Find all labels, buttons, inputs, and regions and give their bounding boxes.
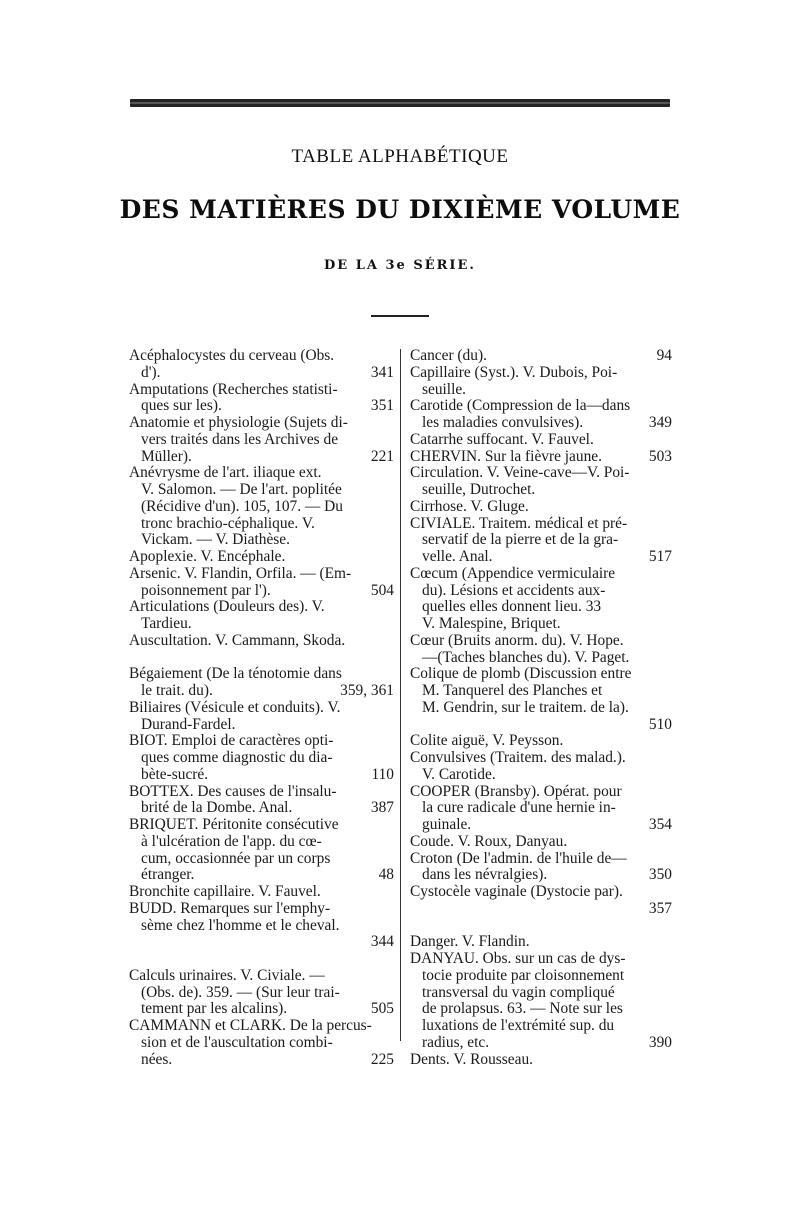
index-entry-text: Durand-Fardel. [141, 715, 236, 733]
index-line [129, 583, 394, 600]
top-rule [130, 99, 670, 107]
index-entry-text: Cœur (Bruits anorm. du). V. Hope. [410, 631, 624, 649]
index-entry-text: le trait. du). [141, 682, 213, 699]
page-number: 505 [370, 1000, 394, 1018]
index-line [410, 566, 672, 583]
index-entry-text: brité de la Dombe. Anal. [141, 799, 293, 817]
index-line [410, 532, 672, 549]
page-number: 359, 361 [340, 682, 394, 699]
index-entry-text: CHERVIN. Sur la fièvre jaune. [410, 447, 602, 465]
index-entry-text: Circulation. V. Veine-cave—V. Poi- [410, 464, 630, 482]
index-line [129, 985, 394, 1002]
index-line [129, 717, 394, 734]
index-entry-text: luxations de l'extrémité sup. du [422, 1017, 615, 1034]
index-line [410, 733, 672, 750]
index-entry-text: BRIQUET. Péritonite consécutive [129, 816, 339, 833]
index-line [410, 599, 672, 616]
index-entry-text: Catarrhe suffocant. V. Fauvel. [410, 430, 594, 448]
index-entry-text: DANYAU. Obs. sur un cas de dys- [410, 950, 626, 967]
page-number: 344 [370, 933, 394, 951]
index-entry-text: Dents. V. Rousseau. [410, 1050, 533, 1068]
index-line [410, 1001, 672, 1018]
index-entry-text: V. Carotide. [422, 765, 496, 783]
index-entry-text: cum, occasionnée par un corps [141, 849, 331, 867]
index-line [410, 583, 672, 600]
index-line [410, 867, 672, 884]
index-entry-text: Bronchite capillaire. V. Fauvel. [129, 883, 321, 900]
index-line [410, 767, 672, 784]
index-entry-text: sion et de l'auscultation combi- [141, 1033, 333, 1051]
right-index-column [410, 348, 672, 1068]
title-separator-rule [371, 315, 429, 317]
index-line [410, 951, 672, 968]
index-entry-text: transversal du vagin compliqué [422, 983, 615, 1001]
index-line [129, 851, 394, 868]
index-line [410, 365, 672, 382]
index-entry-text: Biliaires (Vésicule et conduits). V. [129, 698, 341, 716]
index-entry-text: Articulations (Douleurs des). V. [129, 598, 325, 616]
index-line [129, 951, 394, 968]
index-entry-text: Cirrhose. V. Gluge. [410, 497, 529, 515]
index-entry-text: seuille, Dutrochet. [422, 481, 536, 498]
index-line [129, 1018, 394, 1035]
page-number: 48 [378, 866, 394, 884]
page-number: 351 [370, 397, 394, 415]
index-entry-text: Carotide (Compression de la—dans [410, 397, 631, 415]
index-line [410, 934, 672, 951]
index-line [410, 750, 672, 767]
index-entry-text: CIVIALE. Traitem. médical et pré- [410, 514, 628, 532]
index-line [129, 382, 394, 399]
index-entry-text: poisonnement par l'). [141, 581, 271, 599]
title-serie: DE LA 3e SÉRIE. [324, 258, 476, 273]
index-entry-text: Calculs urinaires. V. Civiale. — [129, 966, 325, 984]
index-line [410, 884, 672, 901]
index-entry-text: V. Salomon. — De l'art. poplitée [141, 481, 342, 498]
index-entry-text: Anévrysme de l'art. iliaque ext. [129, 464, 322, 482]
index-entry-text: Tardieu. [141, 615, 192, 632]
index-entry-text: d'). [141, 363, 161, 381]
index-entry-text: Colite aiguë, V. Peysson. [410, 732, 564, 750]
index-line [129, 616, 394, 633]
index-line [129, 516, 394, 533]
column-divider [400, 349, 401, 1041]
index-line [410, 851, 672, 868]
page-number: 225 [370, 1050, 394, 1068]
index-entry-text: Amputations (Recherches statisti- [129, 380, 338, 398]
index-entry-text: Cœcum (Appendice vermiculaire [410, 564, 616, 582]
index-line [129, 934, 394, 951]
index-line [129, 482, 394, 499]
index-line [129, 834, 394, 851]
index-line [410, 666, 672, 683]
index-entry-text: Arsenic. V. Flandin, Orfila. — (Em- [129, 564, 352, 582]
index-entry-text: ques sur les). [141, 397, 222, 415]
index-line [129, 700, 394, 717]
index-entry-text: velle. Anal. [422, 548, 493, 565]
index-entry-text: sème chez l'homme et le cheval. [141, 916, 340, 934]
index-line [410, 985, 672, 1002]
index-line [129, 800, 394, 817]
index-line [129, 532, 394, 549]
index-line [129, 767, 394, 784]
index-line [129, 449, 394, 466]
index-entry-text: de prolapsus. 63. — Note sur les [422, 1000, 623, 1018]
index-line [129, 599, 394, 616]
index-line [129, 733, 394, 750]
index-line [129, 683, 394, 700]
index-line [410, 633, 672, 650]
index-line [129, 884, 394, 901]
index-line [129, 784, 394, 801]
index-line [129, 365, 394, 382]
index-line [410, 382, 672, 399]
page-number: 110 [371, 765, 394, 783]
index-entry-text: tocie produite par cloisonnement [422, 966, 625, 984]
index-entry-text: quelles elles donnent lieu. 33 [422, 598, 602, 616]
index-entry-text: Croton (De l'admin. de l'huile de— [410, 849, 627, 867]
index-line [129, 465, 394, 482]
index-entry-text: nées. [141, 1050, 173, 1068]
index-entry-text: Capillaire (Syst.). V. Dubois, Poi- [410, 363, 618, 381]
index-entry-text: Danger. V. Flandin. [410, 933, 530, 951]
title-table-alphabetique: TABLE ALPHABÉTIQUE [291, 146, 509, 167]
index-entry-text: BOTTEX. Des causes de l'insalu- [129, 782, 337, 800]
index-line [410, 432, 672, 449]
index-line [410, 516, 672, 533]
page-number: 390 [648, 1033, 672, 1051]
index-entry-text: Apoplexie. V. Encéphale. [129, 548, 286, 565]
index-entry-text: Anatomie et physiologie (Sujets di- [129, 414, 348, 431]
index-line [410, 650, 672, 667]
index-line [410, 717, 672, 734]
index-entry-text: (Obs. de). 359. — (Sur leur trai- [141, 983, 340, 1001]
index-entry-text: Müller). [141, 447, 192, 465]
index-line [410, 549, 672, 566]
index-line [410, 1035, 672, 1052]
index-line [410, 784, 672, 801]
index-entry-text: vers traités dans les Archives de [141, 430, 339, 448]
page-number: 503 [648, 447, 672, 465]
index-entry-text: Auscultation. V. Cammann, Skoda. [129, 631, 346, 649]
index-line [129, 1052, 394, 1069]
page-number: 504 [370, 581, 394, 599]
index-line [129, 1035, 394, 1052]
index-line [410, 348, 672, 365]
index-line [129, 432, 394, 449]
index-line [410, 968, 672, 985]
index-line [129, 549, 394, 566]
page-number: 94 [656, 347, 672, 364]
index-entry-text: Vickam. — V. Diathèse. [141, 531, 290, 549]
page-number: 387 [370, 799, 394, 817]
index-line [129, 750, 394, 767]
page-number: 357 [648, 899, 672, 917]
index-entry-text: CAMMANN et CLARK. De la percus- [129, 1017, 372, 1034]
index-line [129, 633, 394, 650]
page-number: 221 [370, 447, 394, 465]
index-line [129, 918, 394, 935]
index-line [129, 650, 394, 667]
index-line [410, 700, 672, 717]
index-line [129, 398, 394, 415]
index-entry-text: tement par les alcalins). [141, 1000, 288, 1018]
index-entry-text: guinale. [422, 816, 472, 833]
page-number: 354 [648, 816, 672, 833]
index-entry-text: tronc brachio-céphalique. V. [141, 514, 315, 532]
index-line [410, 901, 672, 918]
index-line [129, 499, 394, 516]
index-entry-text: à l'ulcération de l'app. du cœ- [141, 832, 322, 850]
index-line [410, 415, 672, 432]
index-line [410, 465, 672, 482]
index-line [129, 348, 394, 365]
page-number: 341 [370, 363, 394, 381]
index-entry-text: dans les névralgies). [422, 866, 548, 884]
title-des-matieres: DES MATIÈRES DU DIXIÈME VOLUME [119, 195, 681, 224]
index-entry-text: étranger. [141, 866, 195, 884]
index-line [410, 834, 672, 851]
index-line [410, 683, 672, 700]
index-entry-text: M. Tanquerel des Planches et [422, 682, 603, 699]
index-line [129, 968, 394, 985]
index-entry-text: bète-sucré. [141, 765, 209, 783]
index-entry-text: servatif de la pierre et de la gra- [422, 531, 619, 549]
index-line [410, 1052, 672, 1069]
index-line [129, 867, 394, 884]
index-entry-text: du). Lésions et accidents aux- [422, 581, 606, 599]
page-number: 349 [648, 414, 672, 431]
index-line [129, 1001, 394, 1018]
index-entry-text: Acéphalocystes du cerveau (Obs. [129, 347, 335, 364]
index-line [410, 449, 672, 466]
index-entry-text: —(Taches blanches du). V. Paget. [422, 648, 630, 666]
index-entry-text: radius, etc. [422, 1033, 490, 1051]
index-entry-text: la cure radicale d'une hernie in- [422, 799, 616, 817]
index-entry-text: (Récidive d'un). 105, 107. — Du [141, 497, 343, 515]
index-entry-text: BUDD. Remarques sur l'emphy- [129, 899, 331, 917]
index-entry-text: Cystocèle vaginale (Dystocie par). [410, 883, 623, 900]
index-line [410, 918, 672, 935]
index-entry-text: Cancer (du). [410, 347, 487, 364]
left-index-column [129, 348, 394, 1068]
index-line [410, 616, 672, 633]
index-line [410, 482, 672, 499]
page-number: 350 [648, 866, 672, 884]
index-entry-text: V. Malespine, Briquet. [422, 615, 561, 632]
index-line [410, 800, 672, 817]
index-line [129, 901, 394, 918]
index-entry-text: les maladies convulsives). [422, 414, 584, 431]
index-entry-text: seuille. [422, 380, 467, 398]
index-line [129, 566, 394, 583]
index-entry-text: COOPER (Bransby). Opérat. pour [410, 782, 622, 800]
index-line [410, 499, 672, 516]
index-line [129, 666, 394, 683]
index-entry-text: ques comme diagnostic du dia- [141, 749, 333, 766]
page-number: 510 [648, 715, 672, 733]
index-line [129, 817, 394, 834]
index-entry-text: M. Gendrin, sur le traitem. de la). [422, 698, 629, 716]
index-line [410, 1018, 672, 1035]
index-line [129, 415, 394, 432]
page-number: 517 [648, 548, 672, 565]
index-entry-text: Bégaiement (De la ténotomie dans [129, 665, 342, 683]
index-line [410, 398, 672, 415]
index-entry-text: Coude. V. Roux, Danyau. [410, 832, 568, 850]
index-line [410, 817, 672, 834]
index-entry-text: Convulsives (Traitem. des malad.). [410, 749, 626, 766]
index-entry-text: Colique de plomb (Discussion entre [410, 665, 632, 683]
index-entry-text: BIOT. Emploi de caractères opti- [129, 732, 334, 750]
